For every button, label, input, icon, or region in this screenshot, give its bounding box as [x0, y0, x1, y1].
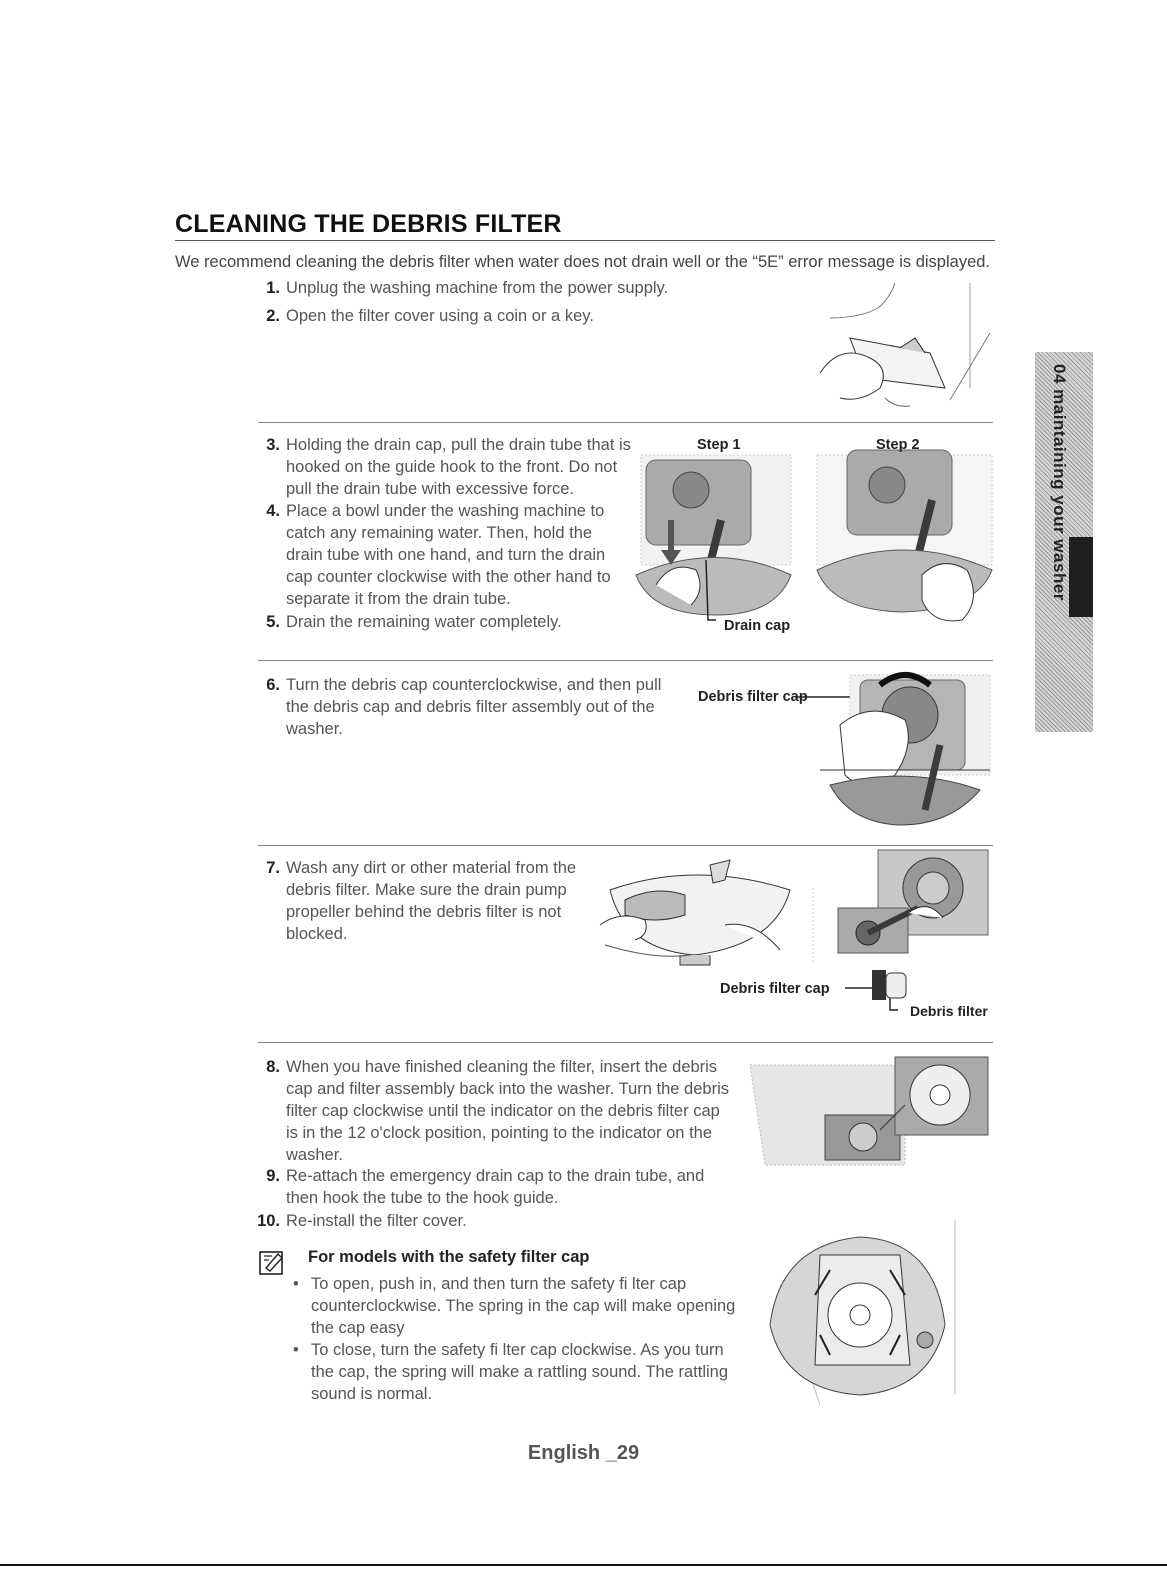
step2-illustration [812, 430, 997, 635]
debris-filter-label: Debris filter [910, 1003, 988, 1019]
chapter-marker [1069, 537, 1093, 617]
page-footer: English _29 [527, 1442, 640, 1464]
section-divider [258, 845, 993, 846]
debris-filter-cap-label-2: Debris filter cap [720, 981, 830, 997]
step1-illustration [636, 430, 796, 635]
chapter-side-tab [1035, 352, 1093, 732]
title-divider [175, 240, 995, 241]
drain-cap-label: Drain cap [724, 618, 791, 634]
debris-filter-cap-label: Debris filter cap [698, 689, 808, 705]
section-divider [258, 1042, 993, 1043]
filter-indicator-illustration [745, 1055, 993, 1170]
sink-washing-illustration [595, 855, 795, 975]
debris-cap-removal-illustration [820, 665, 995, 830]
filter-reinsert-closeup-illustration [808, 848, 993, 973]
debris-filter-part-illustration [840, 968, 915, 1013]
chapter-tab-label: 04 maintaining your washer [1050, 364, 1069, 601]
note-icon [258, 1248, 286, 1276]
note-heading: For models with the safety filter cap [308, 1248, 590, 1266]
section-divider [258, 660, 993, 661]
bottom-rule [0, 1564, 1167, 1566]
intro-text: We recommend cleaning the debris filter when water does not drain well or the “5E” error message is displayed. [175, 253, 991, 271]
step2-label: Step 2 [876, 437, 920, 453]
filter-cover-illustration [800, 278, 1000, 413]
page-title: CLEANING THE DEBRIS FILTER [175, 210, 562, 238]
safety-filter-cap-illustration [760, 1215, 985, 1410]
step1-label: Step 1 [697, 437, 741, 453]
section-divider [258, 422, 993, 423]
